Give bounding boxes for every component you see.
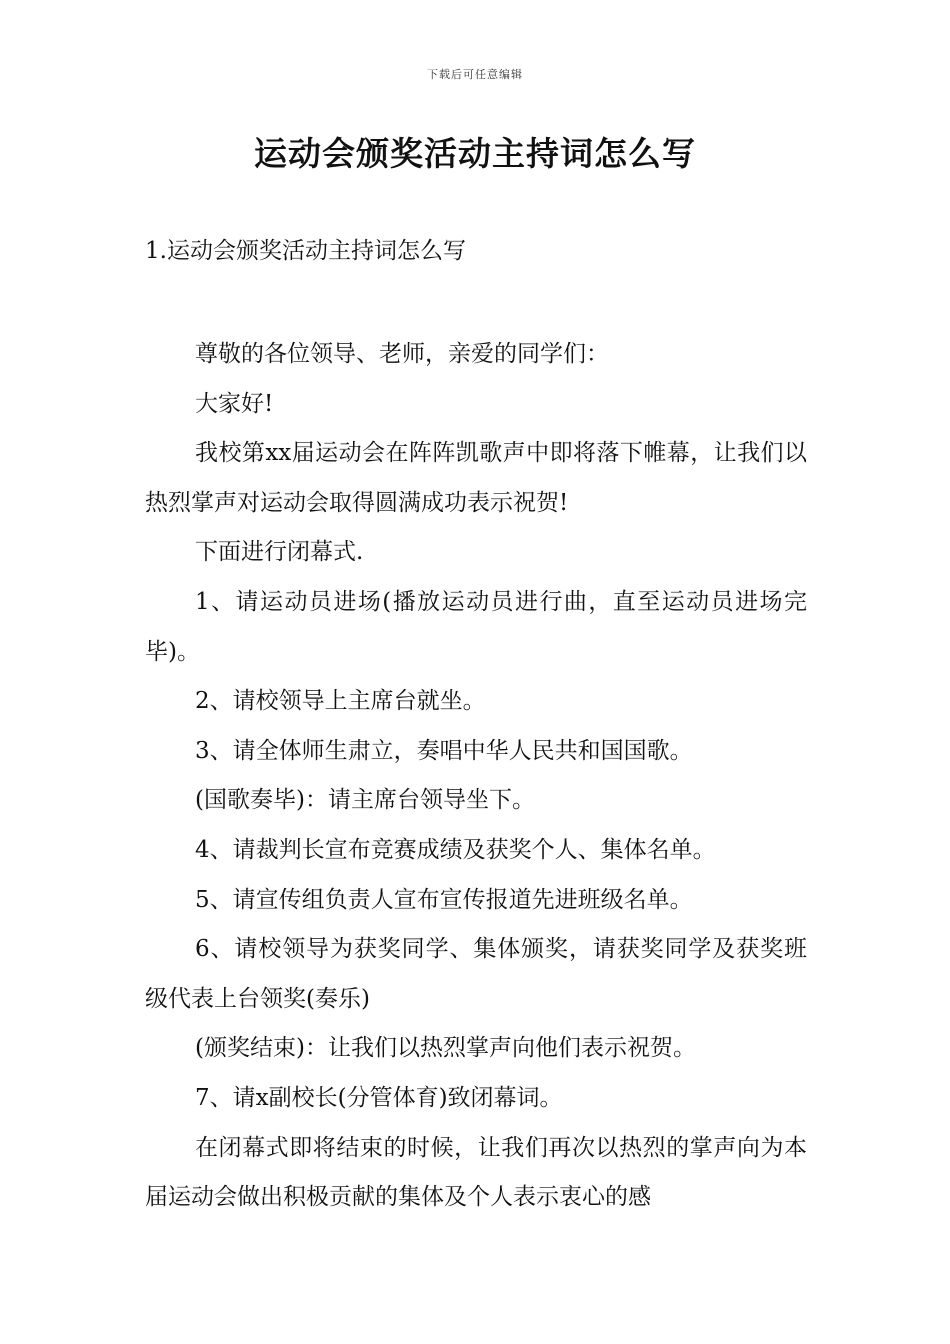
- paragraph-step-1: 1、请运动员进场(播放运动员进行曲，直至运动员进场完毕)。: [145, 588, 807, 665]
- paragraph-anthem-end: (国歌奏毕)：请主席台领导坐下。: [195, 787, 535, 814]
- paragraph-closing-start: 下面进行闭幕式.: [195, 539, 364, 566]
- header-note: 下载后可任意编辑: [427, 68, 523, 81]
- paragraph-intro: 我校第xx届运动会在阵阵凯歌声中即将落下帷幕，让我们以热烈掌声对运动会取得圆满成功表示祝贺!: [145, 440, 807, 516]
- paragraph-step-3: 3、请全体师生肃立，奏唱中华人民共和国国歌。: [195, 737, 693, 764]
- paragraph-award-end: (颁奖结束)：让我们以热烈掌声向他们表示祝贺。: [195, 1035, 696, 1062]
- paragraph-step-7: 7、请x副校长(分管体育)致闭幕词。: [195, 1084, 563, 1111]
- paragraph-step-6: 6、请校领导为获奖同学、集体颁奖，请获奖同学及获奖班级代表上台领奖(奏乐): [145, 936, 807, 1012]
- document-body: [145, 330, 807, 1223]
- paragraph-thanks: 在闭幕式即将结束的时候，让我们再次以热烈的掌声向为本届运动会做出积极贡献的集体及个人表示衷心的感: [145, 1134, 807, 1211]
- paragraph-step-5: 5、请宣传组负责人宣布宣传报道先进班级名单。: [195, 886, 693, 913]
- paragraph-hello: 大家好!: [195, 390, 274, 417]
- paragraph-step-4: 4、请裁判长宣布竞赛成绩及获奖个人、集体名单。: [195, 836, 716, 863]
- paragraph-step-2: 2、请校领导上主席台就坐。: [195, 688, 486, 715]
- paragraph-greeting: 尊敬的各位领导、老师，亲爱的同学们：: [195, 341, 609, 367]
- section-heading: 1.运动会颁奖活动主持词怎么写: [145, 238, 466, 264]
- document-title: 运动会颁奖活动主持词怎么写: [254, 134, 696, 173]
